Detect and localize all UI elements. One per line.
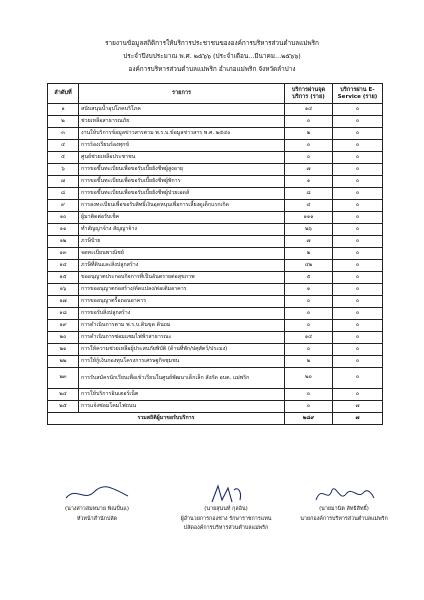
row-eservice-count: ๐ — [333, 332, 383, 344]
row-number: ๑๙ — [48, 320, 79, 332]
table-body — [48, 104, 383, 413]
row-counter-count: ๑ — [285, 176, 333, 188]
report-organization: องค์การบริหารส่วนตำบลแม่พริก อำเภอแม่พริก จังหวัดลำปาง — [128, 65, 296, 73]
table-row — [48, 152, 383, 164]
row-counter-count: ๗ — [285, 164, 333, 176]
row-eservice-count: ๐ — [333, 140, 383, 152]
row-counter-count: ๐ — [285, 344, 333, 356]
row-number: ๕ — [48, 152, 79, 164]
signature-2 — [166, 482, 286, 504]
signer-3-position: นายกองค์การบริหารส่วนตำบลแม่พริก — [300, 516, 388, 522]
table-row — [48, 164, 383, 176]
row-item: ขออนุญาตประกอบกิจการที่เป็นอันตรายต่อสุขภาพ — [79, 272, 285, 284]
table-row — [48, 212, 383, 224]
row-eservice-count: ๐ — [333, 308, 383, 320]
row-item: การดำเนินการตาม พ.ร.บ.ดินขุด ดินถม — [79, 320, 285, 332]
row-number: ๒๓ — [48, 368, 79, 389]
row-eservice-count: ๐ — [333, 296, 383, 308]
row-eservice-count: ๐ — [333, 128, 383, 140]
table-row — [48, 260, 383, 272]
row-eservice-count: ๐ — [333, 272, 383, 284]
row-eservice-count: ๐ — [333, 320, 383, 332]
row-number: ๑๑ — [48, 224, 79, 236]
signer-2-position: ผู้อำนวยการกองช่าง รักษาราชการแทน — [180, 516, 272, 522]
signer-1-position: หัวหน้าสำนักปลัด — [76, 516, 118, 522]
signature-1 — [42, 482, 152, 504]
table-row — [48, 140, 383, 152]
row-item: การขอขึ้นทะเบียนเพื่อขอรับเบี้ยยังชีพผู้สูงอายุ — [79, 164, 285, 176]
row-number: ๒๑ — [48, 344, 79, 356]
row-counter-count: ๒ — [285, 128, 333, 140]
row-eservice-count: ๐ — [333, 152, 383, 164]
table-row — [48, 224, 383, 236]
row-number: ๒ — [48, 116, 79, 128]
row-counter-count: ๐ — [285, 296, 333, 308]
table-row — [48, 308, 383, 320]
row-item: การขออนุญาตรื้อถอนอาคาร — [79, 296, 285, 308]
row-eservice-count: ๗ — [333, 401, 383, 413]
row-counter-count: ๒ — [285, 248, 333, 260]
row-item: การขอรับสิ่งปลูกสร้าง — [79, 308, 285, 320]
row-item: การรับสมัครนักเรียนเพื่อเข้าเรียนในศูนย์พัฒนาเด็กเล็ก สังกัด อบต. แม่พริก — [79, 368, 285, 389]
service-statistics-table — [47, 83, 383, 425]
row-eservice-count: ๐ — [333, 284, 383, 296]
row-counter-count: ๑๔ — [285, 332, 333, 344]
row-number: ๑๗ — [48, 296, 79, 308]
row-number: ๑๐ — [48, 212, 79, 224]
row-counter-count: ๐ — [285, 308, 333, 320]
table-row — [48, 368, 383, 389]
table-row — [48, 236, 383, 248]
table-row — [48, 332, 383, 344]
row-eservice-count: ๐ — [333, 164, 383, 176]
signature-block-1 — [42, 482, 152, 524]
row-counter-count: ๐ — [285, 116, 333, 128]
row-counter-count: ๑๑๑ — [285, 212, 333, 224]
table-row — [48, 356, 383, 368]
row-number: ๖ — [48, 164, 79, 176]
row-item: ภาษีป้าย — [79, 236, 285, 248]
row-item: ทำสัญญาจ้าง สัญญาจ้าง — [79, 224, 285, 236]
signature-block-3 — [282, 482, 406, 524]
row-number: ๑๓ — [48, 248, 79, 260]
row-item: การให้บริการอินเตอร์เน็ต — [79, 389, 285, 401]
row-item: การขอขึ้นทะเบียนเพื่อขอรับเบี้ยยังชีพผู้ป่วยเอดส์ — [79, 188, 285, 200]
row-number: ๒๕ — [48, 401, 79, 413]
row-number: ๗ — [48, 176, 79, 188]
report-title: รายงานข้อมูลสถิติการให้บริการประชาชนขององค์การบริหารส่วนตำบลแม่พริก — [105, 39, 319, 47]
table-row — [48, 188, 383, 200]
row-counter-count: ๒๖ — [285, 224, 333, 236]
total-eservice: ๗ — [333, 413, 383, 425]
signer-3-name: (นายมานิต ลัทธิสิทธิ์) — [319, 506, 369, 512]
row-eservice-count: ๐ — [333, 344, 383, 356]
row-item: จดทะเบียนพาณิชย์ — [79, 248, 285, 260]
row-eservice-count: ๐ — [333, 236, 383, 248]
row-eservice-count: ๐ — [333, 116, 383, 128]
row-number: ๑๖ — [48, 284, 79, 296]
table-row — [48, 272, 383, 284]
row-item: การขออนุญาตก่อสร้าง/ดัดแปลง/ต่อเติมอาคาร — [79, 284, 285, 296]
row-eservice-count: ๐ — [333, 260, 383, 272]
row-item: การร้องเรียนร้องทุกข์ — [79, 140, 285, 152]
row-eservice-count: ๐ — [333, 368, 383, 389]
row-eservice-count: ๐ — [333, 389, 383, 401]
signature-block-2 — [166, 482, 286, 533]
row-eservice-count: ๐ — [333, 188, 383, 200]
table-row — [48, 128, 383, 140]
total-counter: ๒๘๙ — [285, 413, 333, 425]
row-counter-count: ๔ — [285, 200, 333, 212]
table-row — [48, 248, 383, 260]
row-counter-count: ๐ — [285, 320, 333, 332]
row-item: การให้ความช่วยเหลือผู้ประสบภัยพิบัติ (ด้านที่พัก/ปศุสัตว์/ประมง) — [79, 344, 285, 356]
row-eservice-count: ๐ — [333, 176, 383, 188]
signer-2-name: (นายสุนนท์ กุลอิน) — [204, 506, 248, 512]
table-row — [48, 401, 383, 413]
column-header-eservice: บริการผ่าน E-Service (ราย) — [333, 84, 383, 104]
row-counter-count: ๑๔ — [285, 104, 333, 116]
row-counter-count: ๐ — [285, 389, 333, 401]
total-label: รวมสถิติผู้มาขอรับบริการ — [48, 413, 285, 425]
column-header-counter: บริการผ่านจุดบริการ (ราย) — [285, 84, 333, 104]
row-counter-count: ๒ — [285, 356, 333, 368]
row-eservice-count: ๐ — [333, 224, 383, 236]
table-row — [48, 116, 383, 128]
row-number: ๑๕ — [48, 272, 79, 284]
row-counter-count: ๑ — [285, 284, 333, 296]
table-row — [48, 284, 383, 296]
row-number: ๒๒ — [48, 356, 79, 368]
row-item: ภาษีที่ดินและสิ่งปลูกสร้าง — [79, 260, 285, 272]
table-row — [48, 320, 383, 332]
row-counter-count: ๐ — [285, 401, 333, 413]
row-number: ๙ — [48, 200, 79, 212]
table-row — [48, 104, 383, 116]
row-counter-count: ๒๐ — [285, 368, 333, 389]
row-number: ๑ — [48, 104, 79, 116]
row-number: ๓ — [48, 128, 79, 140]
row-eservice-count: ๐ — [333, 212, 383, 224]
row-eservice-count: ๐ — [333, 356, 383, 368]
total-row — [48, 413, 383, 425]
column-header-no: ลำดับที่ — [48, 84, 79, 104]
row-counter-count: ๐ — [285, 152, 333, 164]
row-counter-count: ๕ — [285, 272, 333, 284]
signature-3 — [282, 482, 406, 504]
row-number: ๑๘ — [48, 308, 79, 320]
table-row — [48, 200, 383, 212]
row-number: ๑๔ — [48, 260, 79, 272]
signer-2-position-line2: ปลัดองค์การบริหารส่วนตำบลแม่พริก — [183, 525, 269, 531]
report-period: ประจำปีงบประมาณ พ.ศ. ๒๕๖๖ (ประจำเดือน...มีนาคม...๒๕๖๖) — [123, 52, 301, 60]
table-row — [48, 176, 383, 188]
row-counter-count: ๐ — [285, 140, 333, 152]
row-item: การลงทะเบียนเพื่อขอรับสิทธิ์เงินอุดหนุนเพื่อการเลี้ยงดูเด็กแรกเกิด — [79, 200, 285, 212]
signer-1-name: (นางสาวสมหมาย พิณปั่นแ) — [65, 506, 129, 512]
row-item: การดำเนินการซ่อมแซมไฟฟ้าสาธารณะ — [79, 332, 285, 344]
row-number: ๒๔ — [48, 389, 79, 401]
table-row — [48, 389, 383, 401]
column-header-item: รายการ — [79, 84, 285, 104]
row-item: การขอขึ้นทะเบียนเพื่อขอรับเบี้ยยังชีพผู้พิการ — [79, 176, 285, 188]
row-number: ๘ — [48, 188, 79, 200]
row-item: ช่วยเหลือสาธารณภัย — [79, 116, 285, 128]
row-item: ศูนย์ช่วยเหลือประชาชน — [79, 152, 285, 164]
row-number: ๔ — [48, 140, 79, 152]
row-number: ๑๒ — [48, 236, 79, 248]
row-number: ๒๐ — [48, 332, 79, 344]
row-item: สนับสนุนน้ำอุปโภคบริโภค — [79, 104, 285, 116]
row-eservice-count: ๐ — [333, 104, 383, 116]
row-counter-count: ๘ — [285, 188, 333, 200]
table-header-row — [48, 84, 383, 104]
row-counter-count: ๗ — [285, 236, 333, 248]
table-row — [48, 296, 383, 308]
row-item: การให้กู้เงินกองทุนโครงการเศรษฐกิจชุมชน — [79, 356, 285, 368]
row-item: งานให้บริการข้อมูลข่าวสารตาม พ.ร.บ.ข้อมูลข่าวสาร พ.ศ. ๒๕๔๐ — [79, 128, 285, 140]
row-item: การแจ้งซ่อมโคมไฟถนน — [79, 401, 285, 413]
row-counter-count: ๔๒ — [285, 260, 333, 272]
row-eservice-count: ๐ — [333, 248, 383, 260]
table-row — [48, 344, 383, 356]
row-item: ผู้มาติดต่อรับเช็ค — [79, 212, 285, 224]
row-eservice-count: ๐ — [333, 200, 383, 212]
